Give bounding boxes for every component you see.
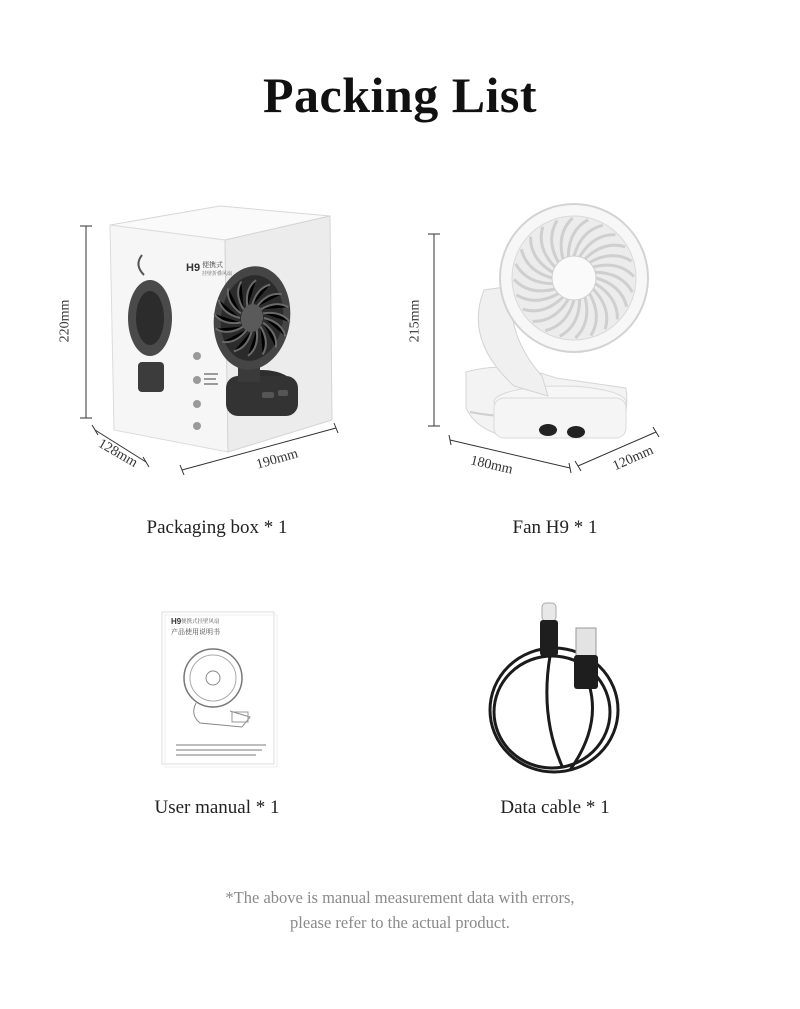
disclaimer-line-1: *The above is manual measurement data with errors, [225,888,575,907]
disclaimer-line-2: please refer to the actual product. [290,913,510,932]
data-cable-caption: Data cable * 1 [500,797,610,818]
box-width-dimension: 190mm [254,446,300,473]
fan-width-dimension: 180mm [468,453,515,478]
manual-model-label: H9 [171,617,182,626]
fan-depth-dimension: 120mm [610,442,656,475]
fan-caption: Fan H9 * 1 [512,517,598,538]
box-height-dimension: 220mm [57,299,73,343]
box-label-line1: 便携式 [202,261,223,269]
manual-label-line2: 产品使用说明书 [171,628,220,636]
box-depth-dimension: 128mm [95,436,140,471]
manual-label-line1: 便携式挂壁风扇 [181,619,220,625]
packaging-box-caption: Packaging box * 1 [146,517,288,538]
fan-height-dimension: 215mm [407,299,423,343]
page-title: Packing List [262,67,538,123]
box-label-line2: 挂壁折叠风扇 [202,271,233,277]
box-model-label: H9 [186,262,201,274]
user-manual-caption: User manual * 1 [154,797,280,818]
